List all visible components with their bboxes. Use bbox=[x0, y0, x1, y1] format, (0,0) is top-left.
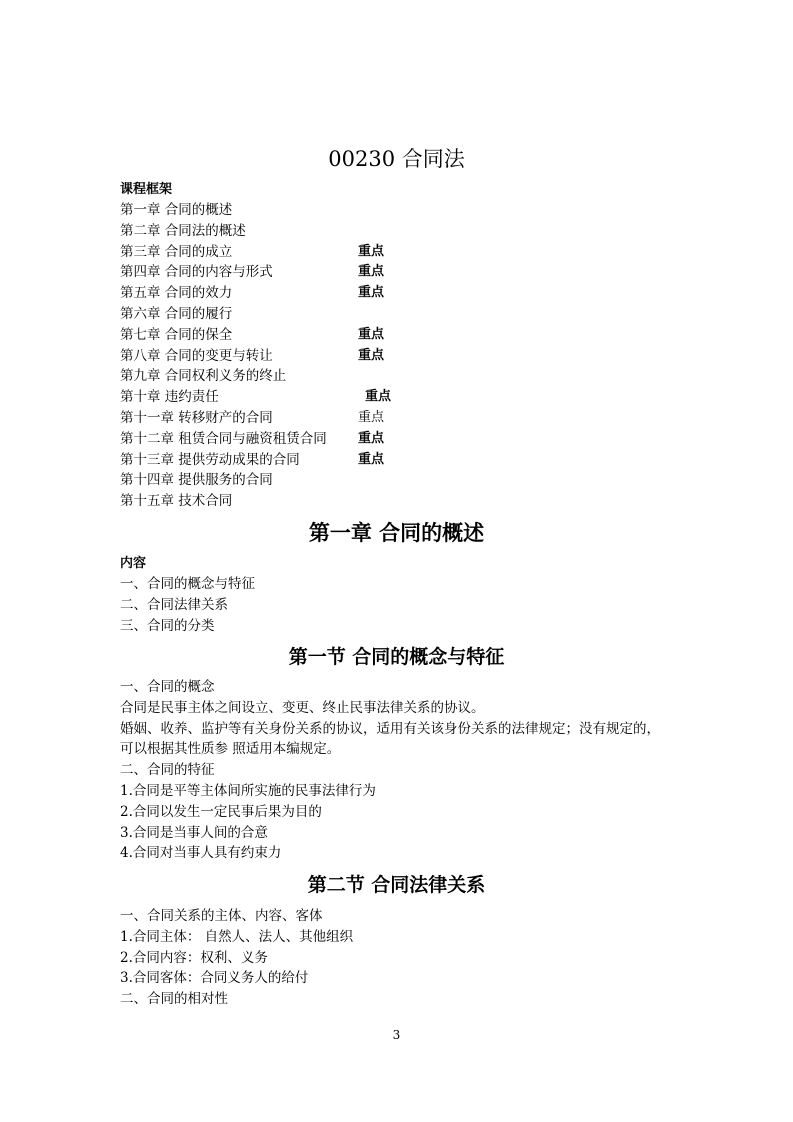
toc-chapter: 第四章 合同的内容与形式 bbox=[120, 264, 273, 281]
toc-chapter: 第十二章 租赁合同与融资租赁合同 bbox=[120, 430, 327, 447]
key-point-mark: 重点 bbox=[358, 243, 385, 259]
key-point-mark: 重点 bbox=[358, 430, 385, 446]
body-line: 2.合同内容：权利、义务 bbox=[120, 949, 268, 966]
toc-chapter: 第七章 合同的保全 bbox=[120, 326, 233, 343]
toc-item bbox=[120, 325, 720, 346]
toc-item bbox=[120, 221, 720, 242]
body-line: 婚姻、收养、监护等有关身份关系的协议，适用有关该身份关系的法律规定；没有规定的， bbox=[120, 720, 660, 737]
toc-chapter: 第二章 合同法的概述 bbox=[120, 222, 246, 239]
course-framework-label: 课程框架 bbox=[120, 182, 173, 197]
content-item: 三、合同的分类 bbox=[120, 617, 215, 634]
key-point-mark: 重点 bbox=[358, 451, 385, 467]
key-point-mark: 重点 bbox=[358, 326, 385, 342]
toc-item bbox=[120, 200, 720, 221]
toc-item bbox=[120, 262, 720, 283]
toc-item bbox=[120, 283, 720, 304]
toc-item bbox=[120, 387, 720, 408]
section-body bbox=[120, 906, 690, 1010]
toc-item bbox=[120, 429, 720, 450]
section-body bbox=[120, 677, 690, 864]
toc-item bbox=[120, 242, 720, 263]
toc-chapter: 第十三章 提供劳动成果的合同 bbox=[120, 451, 300, 468]
body-line: 二、合同的特征 bbox=[120, 762, 215, 779]
content-item: 二、合同法律关系 bbox=[120, 596, 228, 613]
toc-item bbox=[120, 470, 720, 491]
toc-item bbox=[120, 366, 720, 387]
toc-chapter: 第十五章 技术合同 bbox=[120, 493, 233, 510]
body-line: 可以根据其性质参 照适用本编规定。 bbox=[120, 741, 341, 758]
section-heading: 第二节 合同法律关系 bbox=[307, 874, 486, 896]
body-line: 一、合同的概念 bbox=[120, 679, 215, 695]
toc-item bbox=[120, 450, 720, 471]
toc-item bbox=[120, 304, 720, 325]
toc-chapter: 第六章 合同的履行 bbox=[120, 305, 233, 322]
toc-item bbox=[120, 491, 720, 512]
body-line: 2.合同以发生一定民事后果为目的 bbox=[120, 803, 322, 820]
toc-chapter: 第十四章 提供服务的合同 bbox=[120, 472, 273, 489]
course-outline-list bbox=[120, 200, 720, 512]
chapter-heading: 第一章 合同的概述 bbox=[308, 520, 485, 545]
body-line: 合同是民事主体之间设立、变更、终止民事法律关系的协议。 bbox=[120, 699, 485, 716]
body-line: 3.合同客体：合同义务人的给付 bbox=[120, 970, 309, 987]
body-line: 1.合同是平等主体间所实施的民事法律行为 bbox=[120, 782, 376, 799]
toc-item bbox=[120, 408, 720, 429]
body-line: 1.合同主体： 自然人、法人、其他组织 bbox=[120, 928, 354, 945]
body-line: 3.合同是当事人间的合意 bbox=[120, 824, 268, 841]
content-label: 内容 bbox=[120, 556, 147, 571]
toc-chapter: 第十章 违约责任 bbox=[120, 389, 219, 406]
content-list bbox=[120, 574, 690, 636]
page-number: 3 bbox=[392, 1028, 401, 1042]
key-point-mark: 重点 bbox=[358, 264, 385, 280]
key-point-mark: 重点 bbox=[358, 285, 385, 301]
toc-chapter: 第三章 合同的成立 bbox=[120, 243, 233, 260]
key-point-mark: 重点 bbox=[358, 409, 385, 425]
toc-chapter: 第九章 合同权利义务的终止 bbox=[120, 368, 287, 385]
content-item: 一、合同的概念与特征 bbox=[120, 576, 255, 592]
toc-chapter: 第一章 合同的概述 bbox=[120, 202, 233, 218]
body-line: 一、合同关系的主体、内容、客体 bbox=[120, 908, 323, 924]
toc-chapter: 第五章 合同的效力 bbox=[120, 285, 233, 302]
key-point-mark: 重点 bbox=[365, 389, 392, 405]
key-point-mark: 重点 bbox=[358, 347, 385, 363]
document-title: 00230 合同法 bbox=[328, 147, 465, 171]
toc-item bbox=[120, 346, 720, 367]
toc-chapter: 第八章 合同的变更与转让 bbox=[120, 347, 273, 364]
body-line: 4.合同对当事人具有约束力 bbox=[120, 845, 282, 862]
body-line: 二、合同的相对性 bbox=[120, 991, 228, 1008]
toc-chapter: 第十一章 转移财产的合同 bbox=[120, 409, 273, 426]
section-heading: 第一节 合同的概念与特征 bbox=[288, 646, 505, 668]
